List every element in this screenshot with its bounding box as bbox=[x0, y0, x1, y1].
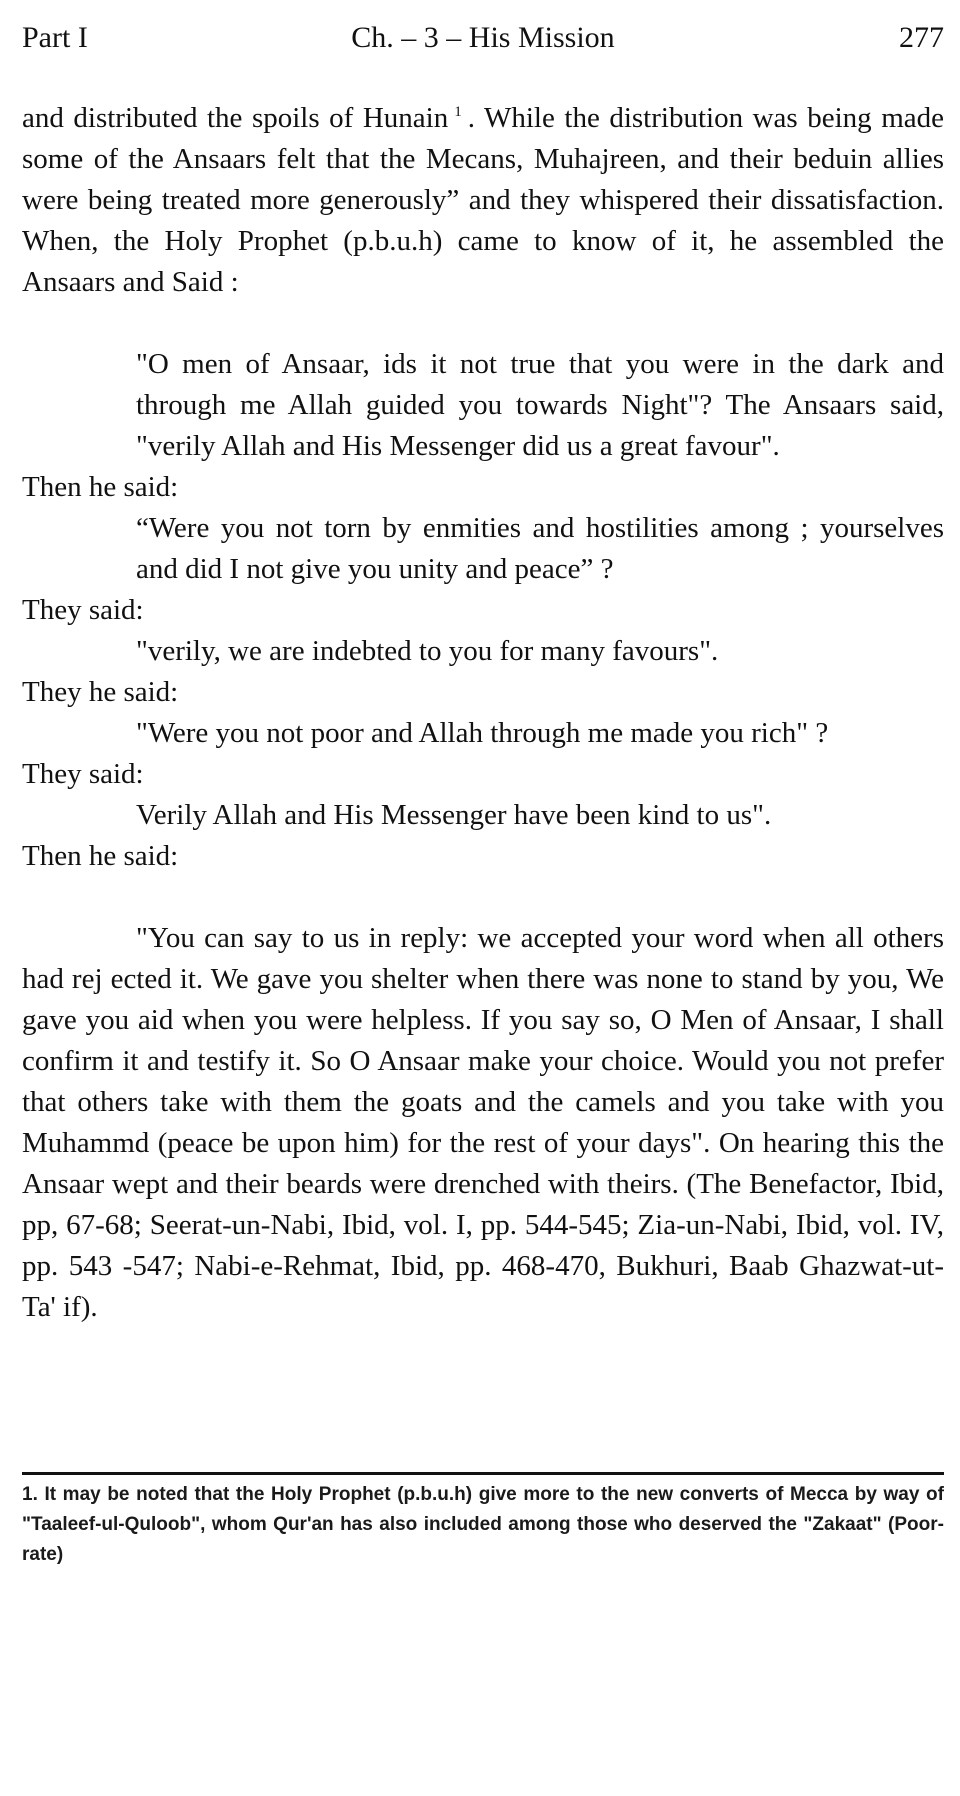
quote-block: "Were you not poor and Allah through me made you rich" ? bbox=[136, 717, 829, 749]
header-part: Part I bbox=[22, 21, 88, 54]
spacer bbox=[22, 303, 944, 344]
footnote-divider bbox=[22, 1472, 944, 1475]
running-header bbox=[22, 18, 944, 58]
footnote-reference: 1 bbox=[454, 104, 462, 121]
page-number: 277 bbox=[899, 21, 944, 54]
quote-block: "verily, we are indebted to you for many favours". bbox=[136, 635, 719, 667]
opening-paragraph bbox=[22, 98, 944, 303]
closing-paragraph: "You can say to us in reply: we accepted your word when all others had rej ected it. We gave you shelter when there was none to stand by you, We gave you aid when you were helpless. If you say so, O Men of Ansaar, I shall confirm it and testify it. So O Ansaar make your choice. Would you not prefer that others take with them the goats and the camels and you take with you Muhammd (peace be upon him) for the rest of your days". On hearing this the Ansaar wept and their beards were drenched with theirs. (The Benefactor, Ibid, pp, 67-68; Seerat-un-Nabi, Ibid, vol. I, pp. 544-545; Zia-un-Nabi, Ibid, vol. IV, pp. 543 -547; Nabi-e-Rehmat, Ibid, pp. 468-470, Bukhuri, Baab Ghazwat-ut-Ta' if). bbox=[22, 922, 944, 1323]
opening-text: and distributed the spoils of Hunain bbox=[22, 102, 449, 134]
dialogue-line: Then he said: bbox=[22, 471, 179, 503]
quote-block: “Were you not torn by enmities and hostilities among ; yourselves and did I not give you unity and peace” ? bbox=[136, 512, 944, 585]
body-text bbox=[22, 98, 944, 1328]
opening-text-continued: . While the distribution was being made some of the Ansaars felt that the Mecans, Muhajreen, and their beduin allies were being treated more generously” and they whispered their dissatisfaction. When, the Holy Prophet (p.b.u.h) came to know of it, he assembled the Ansaars and Said : bbox=[22, 102, 945, 298]
header-chapter-title: Ch. – 3 – His Mission bbox=[351, 21, 615, 54]
dialogue-line: They said: bbox=[22, 594, 144, 626]
quote-block: Verily Allah and His Messenger have been kind to us". bbox=[136, 799, 772, 831]
quote-block: "O men of Ansaar, ids it not true that you were in the dark and through me Allah guided you towards Night"? The Ansaars said, "verily Allah and His Messenger did us a great favour". bbox=[136, 348, 944, 462]
spacer bbox=[22, 877, 944, 918]
dialogue-line: They said: bbox=[22, 758, 144, 790]
dialogue-line: They he said: bbox=[22, 676, 179, 708]
dialogue-line: Then he said: bbox=[22, 840, 179, 872]
footnote: 1. It may be noted that the Holy Prophet (p.b.u.h) give more to the new converts of Mecca by way of "Taaleef-ul-Quloob", whom Qur'an has also included among those who deserved the "Zakaat" (Poor-rate) bbox=[22, 1484, 944, 1565]
